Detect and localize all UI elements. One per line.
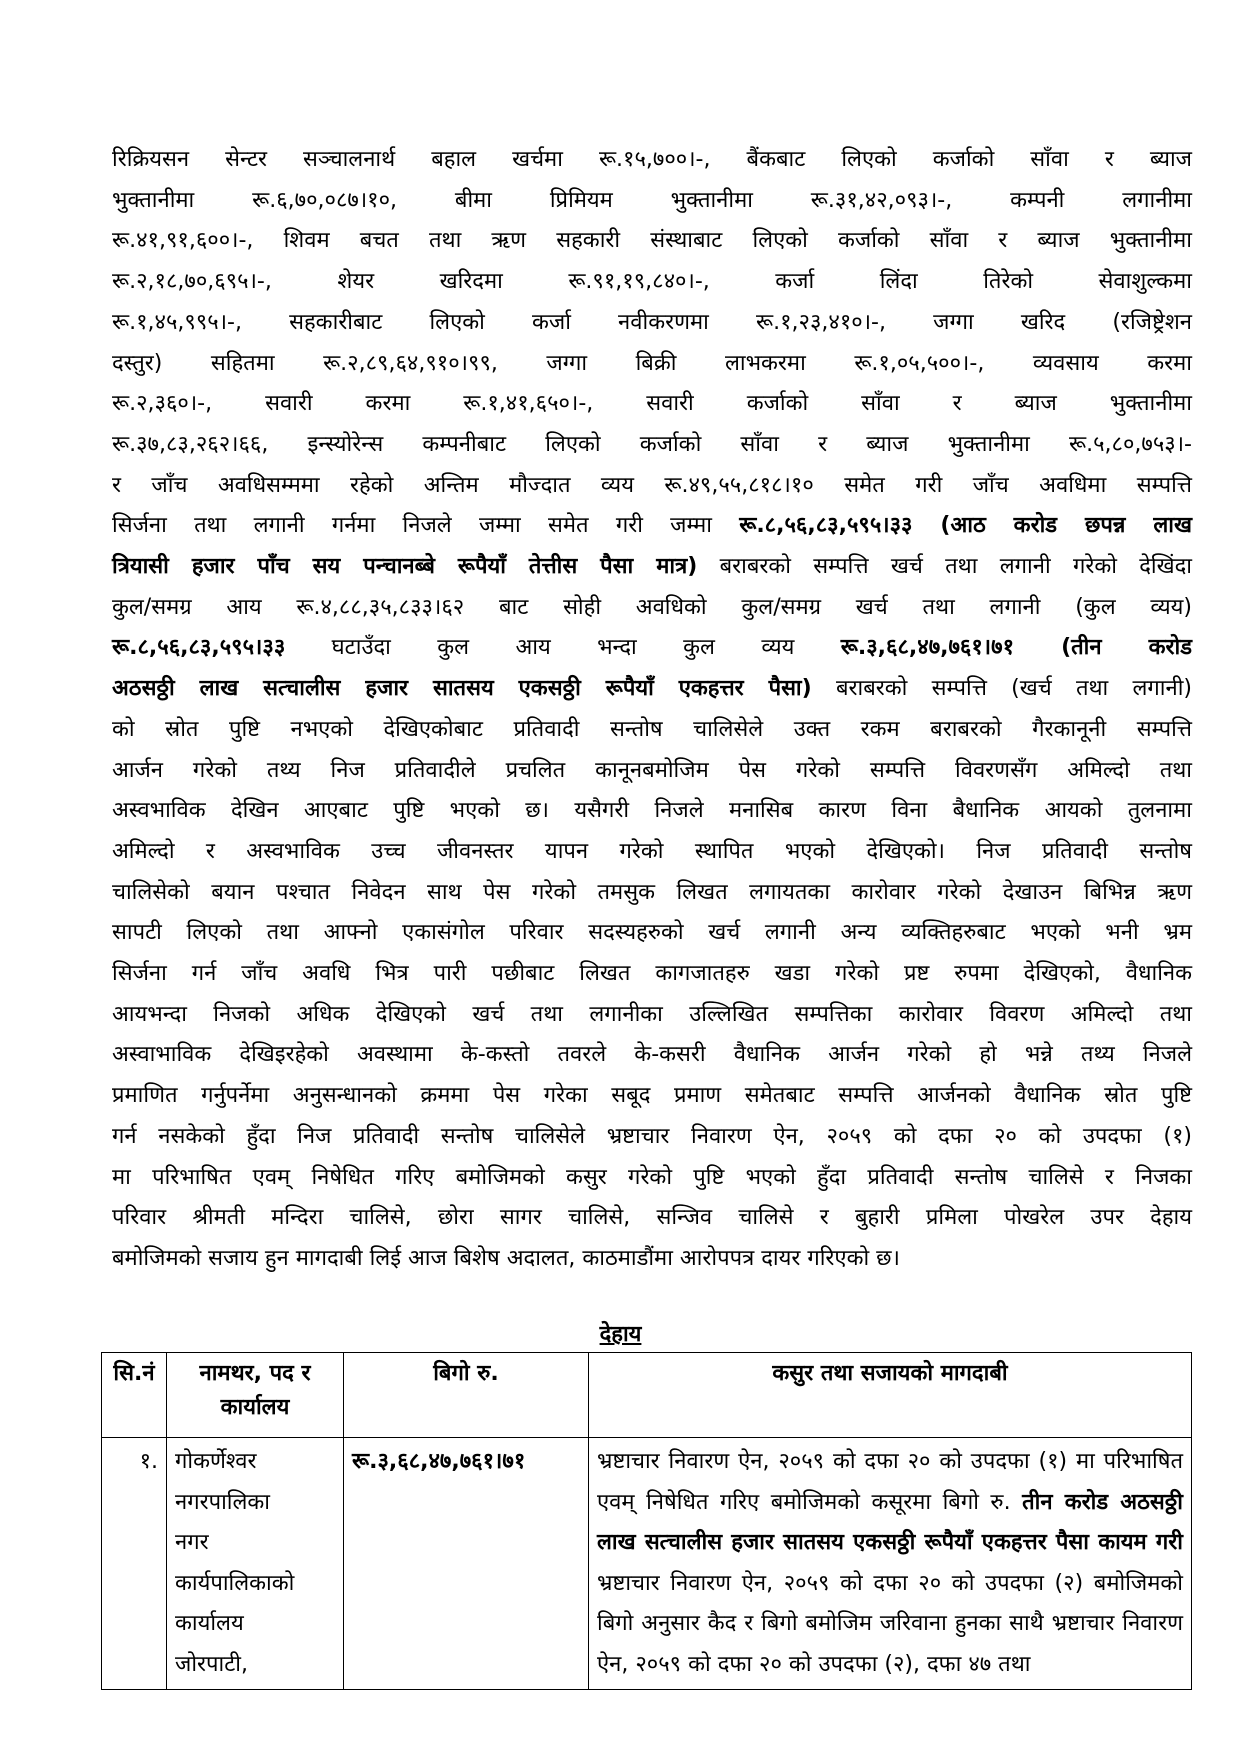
- name-line: कार्यालय: [175, 1611, 244, 1636]
- text-segment: बराबरको सम्पत्ति खर्च तथा लगानी गरेको देखिंदा: [697, 554, 1192, 580]
- text-line: अमिल्दो र अस्वभाविक उच्च जीवनस्तर यापन गरेको स्थापित भएको देखिएको। निज प्रतिवादी सन्तोष: [112, 838, 1192, 864]
- table-header-row: [102, 1353, 1192, 1438]
- text-line: रू.१,४५,९९५।-, सहकारीबाट लिएको कर्जा नवीकरणमा रू.१,२३,४१०।-, जग्गा खरिद (रजिष्ट्रेशन: [112, 309, 1192, 335]
- text-line: सिर्जना गर्न जाँच अवधि भित्र पारी पछीबाट लिखत कागजातहरु खडा गरेको प्रष्ट रुपमा देखिएको, वैधानिक: [112, 961, 1192, 987]
- bold-excess-amount: रू.३,६८,४७,७६१।७१ (तीन करोड: [840, 635, 1192, 661]
- name-line: गोकर्णेश्वर: [175, 1449, 257, 1474]
- text-line: को स्रोत पुष्टि नभएको देखिएकोबाट प्रतिवादी सन्तोष चालिसेले उक्त रकम बराबरको गैरकानूनी सम्पत्ति: [112, 716, 1192, 742]
- text-line: गर्न नसकेको हुँदा निज प्रतिवादी सन्तोष चालिसेले भ्रष्टाचार निवारण ऐन, २०५९ को दफा २० को उपदफा (१): [112, 1123, 1192, 1149]
- name-line: कार्यपालिकाको: [175, 1570, 295, 1596]
- header-claim: कसुर तथा सजायको मागदाबी: [589, 1353, 1192, 1438]
- name-line: नगरपालिका: [175, 1489, 270, 1515]
- text-segment: घटाउँदा कुल आय भन्दा कुल व्यय: [285, 635, 841, 661]
- table-row: [102, 1438, 1192, 1690]
- text-line: प्रमाणित गर्नुपर्नेमा अनुसन्धानको क्रममा पेस गरेका सबूद प्रमाण समेतबाट सम्पत्ति आर्जनको वैधानिक स्रोत पुष्टि: [112, 1083, 1192, 1109]
- schedule-table: [101, 1352, 1192, 1690]
- text-line: भुक्तानीमा रू.६,७०,०८७।१०, बीमा प्रिमियम भुक्तानीमा रू.३१,४२,०९३।-, कम्पनी लगानीमा: [112, 187, 1192, 213]
- text-line: रिक्रियसन सेन्टर सञ्चालनार्थ बहाल खर्चमा रू.१५,७००।-, बैंकबाट लिएको कर्जाको साँवा र ब्याज: [112, 147, 1192, 172]
- bold-total-amount: रू.८,५६,८३,५९५।३३ (आठ करोड छपन्न लाख: [739, 513, 1192, 539]
- text-line: [112, 547, 1192, 588]
- text-line: रू.४१,९१,६००।-, शिवम बचत तथा ऋण सहकारी संस्थाबाट लिएको कर्जाको साँवा र ब्याज भुक्तानीमा: [112, 228, 1192, 254]
- text-line: आर्जन गरेको तथ्य निज प्रतिवादीले प्रचलित कानूनबमोजिम पेस गरेको सम्पत्ति विवरणसँग अमिल्दो तथा: [112, 757, 1192, 783]
- text-line: दस्तुर) सहितमा रू.२,८९,६४,९१०।९९, जग्गा बिक्री लाभकरमा रू.१,०५,५००।-, व्यवसाय करमा: [112, 350, 1192, 376]
- text-line: कुल/समग्र आय रू.४,८८,३५,८३३।६२ बाट सोही अवधिको कुल/समग्र खर्च तथा लगानी (कुल व्यय): [112, 594, 1192, 620]
- claim-text: [597, 1442, 1183, 1685]
- text-line: चालिसेको बयान पश्चात निवेदन साथ पेस गरेको तमसुक लिखत लगायतका कारोवार गरेको देखाउन बिभिन्न ऋण: [112, 879, 1192, 905]
- header-serial: सि.नं: [102, 1353, 167, 1438]
- header-name-line: कार्यालय: [220, 1395, 290, 1420]
- schedule-heading: देहाय: [599, 1322, 642, 1347]
- text-line: रू.२,१८,७०,६९५।-, शेयर खरिदमा रू.९१,१९,८४०।-, कर्जा लिंदा तिरेको सेवाशुल्कमा: [112, 269, 1192, 295]
- text-line: रू.३७,८३,२६२।६६, इन्स्योरेन्स कम्पनीबाट लिएको कर्जाको साँवा र ब्याज भुक्तानीमा रू.५,८०,७५३।-: [112, 431, 1192, 457]
- cell-claim: [589, 1438, 1192, 1690]
- text-line: आयभन्दा निजको अधिक देखिएको खर्च तथा लगानीका उल्लिखित सम्पत्तिका कारोवार विवरण अमिल्दो तथा: [112, 1001, 1192, 1027]
- text-line: अस्वभाविक देखिन आएबाट पुष्टि भएको छ। यसैगरी निजले मनासिब कारण विना बैधानिक आयको तुलनामा: [112, 798, 1192, 824]
- header-amount: बिगो रु.: [344, 1353, 589, 1438]
- text-line: बमोजिमको सजाय हुन मागदाबी लिई आज बिशेष अदालत, काठमाडौंमा आरोपपत्र दायर गरिएको छ।: [112, 1245, 900, 1271]
- body-paragraph: [112, 140, 1192, 1280]
- name-line: जोरपाटी,: [175, 1651, 248, 1677]
- text-line: [112, 669, 1192, 710]
- text-line: अस्वाभाविक देखिइरहेको अवस्थामा के-कस्तो तवरले के-कसरी वैधानिक आर्जन गरेको हो भन्ने तथ्य निजले: [112, 1042, 1192, 1068]
- bold-total-amount-words: त्रियासी हजार पाँच सय पन्चानब्बे रूपैयाँ तेत्तीस पैसा मात्र): [112, 554, 698, 580]
- name-line: नगर: [175, 1530, 209, 1555]
- cell-serial: १.: [102, 1438, 167, 1690]
- text-line: मा परिभाषित एवम् निषेधित गरिए बमोजिमको कसुर गरेको पुष्टि भएको हुँदा प्रतिवादी सन्तोष चालिसे र निजका: [112, 1164, 1192, 1190]
- claim-bold-amount-words: तीन करोड अठसठ्ठी लाख सत्चालीस हजार सातसय एकसठ्ठी रूपैयाँ एकहत्तर पैसा कायम गरी: [597, 1489, 1184, 1555]
- text-segment: सिर्जना तथा लगानी गर्नमा निजले जम्मा समेत गरी जम्मा: [112, 513, 740, 539]
- text-line: परिवार श्रीमती मन्दिरा चालिसे, छोरा सागर चालिसे, सन्जिव चालिसे र बुहारी प्रमिला पोखरेल उपर देहाय: [112, 1205, 1192, 1231]
- bold-excess-amount-words: अठसठ्ठी लाख सत्चालीस हजार सातसय एकसठ्ठी रूपैयाँ एकहत्तर पैसा): [112, 676, 812, 702]
- text-line: रू.२,३६०।-, सवारी करमा रू.१,४१,६५०।-, सवारी कर्जाको साँवा र ब्याज भुक्तानीमा: [112, 391, 1192, 417]
- header-name-line: नामथर, पद र: [199, 1361, 311, 1386]
- cell-name-post-office: [167, 1438, 344, 1690]
- text-line: र जाँच अवधिसम्ममा रहेको अन्तिम मौज्दात व्यय रू.४९,५५,८१८।१० समेत गरी जाँच अवधिमा सम्पत्ति: [112, 472, 1192, 498]
- claim-segment: भ्रष्टाचार निवारण ऐन, २०५९ को दफा २० को उपदफा (२) बमोजिमको बिगो अनुसार कैद र बिगो बमोजिम जरिवाना हुनका साथै भ्रष्टाचार निवारण ऐन, २०५९ को दफा २० को उपदफा (२), दफा ४७ तथा: [597, 1570, 1183, 1677]
- claim-segment: भ्रष्टाचार निवारण ऐन, २०५९ को दफा २० को उपदफा (१) मा परिभाषित एवम् निषेधित गरिए बमोजिमको कसूरमा बिगो रु.: [597, 1449, 1183, 1515]
- text-line: [112, 506, 1192, 547]
- text-line: [112, 628, 1192, 669]
- text-segment: बराबरको सम्पत्ति (खर्च तथा लगानी): [811, 676, 1192, 702]
- cell-amount: रू.३,६८,४७,७६१।७१: [344, 1438, 589, 1690]
- bold-total-amount: रू.८,५६,८३,५९५।३३: [112, 635, 286, 661]
- header-name-post-office: [167, 1353, 344, 1438]
- text-line: सापटी लिएको तथा आफ्नो एकासंगोल परिवार सदस्यहरुको खर्च लगानी अन्य व्यक्तिहरुबाट भएको भनी भ्रम: [112, 920, 1192, 946]
